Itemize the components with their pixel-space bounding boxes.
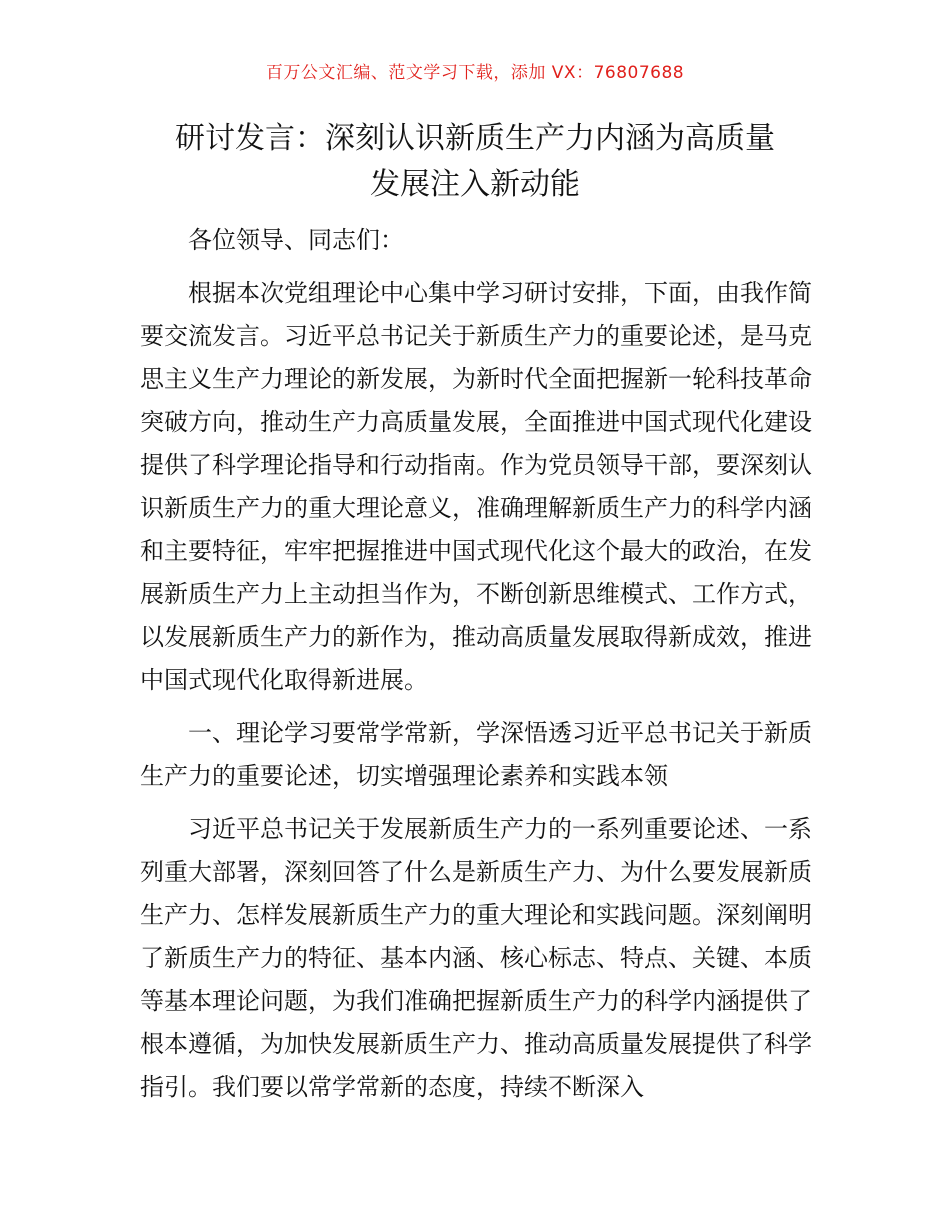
- salutation: 各位领导、同志们：: [188, 226, 404, 254]
- section-heading-1: 一、理论学习要常学常新，学深悟透习近平总书记关于新质生产力的重要论述，切实增强理论素养和实践本领: [140, 719, 812, 790]
- title-line-1: 研讨发言：深刻认识新质生产力内涵为高质量: [175, 121, 775, 156]
- title-line-2: 发展注入新动能: [370, 167, 580, 202]
- paragraph-intro: 根据本次党组理论中心集中学习研讨安排，下面，由我作简要交流发言。习近平总书记关于新质生产力的重要论述，是马克思主义生产力理论的新发展，为新时代全面把握新一轮科技革命突破方向，推动生产力高质量发展，全面推进中国式现代化建设提供了科学理论指导和行动指南。作为党员领导干部，要深刻认识新质生产力的重大理论意义，准确理解新质生产力的科学内涵和主要特征，牢牢把握推进中国式现代化这个最大的政治，在发展新质生产力上主动担当作为，不断创新思维模式、工作方式，以发展新质生产力的新作为，推动高质量发展取得新成效，推进中国式现代化取得新进展。: [140, 279, 812, 694]
- header-watermark: 百万公文汇编、范文学习下载，添加 VX：76807688: [265, 63, 685, 83]
- paragraph-section-1: 习近平总书记关于发展新质生产力的一系列重要论述、一系列重大部署，深刻回答了什么是新质生产力、为什么要发展新质生产力、怎样发展新质生产力的重大理论和实践问题。深刻阐明了新质生产力的特征、基本内涵、核心标志、特点、关键、本质等基本理论问题，为我们准确把握新质生产力的科学内涵提供了根本遵循，为加快发展新质生产力、推动高质量发展提供了科学指引。我们要以常学常新的态度，持续不断深入: [140, 815, 812, 1101]
- document-title: [140, 116, 810, 208]
- document-body: [140, 219, 812, 1119]
